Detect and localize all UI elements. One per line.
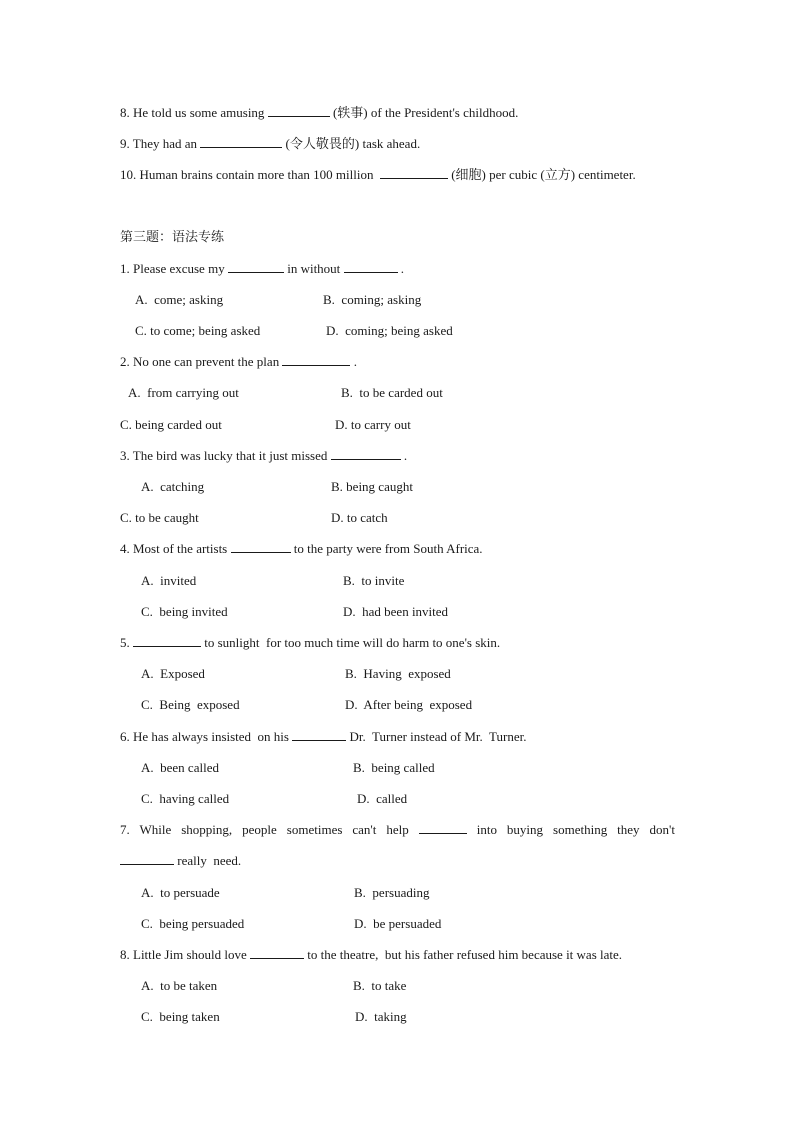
option-b[interactable]: B. to be carded out: [341, 385, 443, 400]
option-a[interactable]: A. come; asking: [135, 292, 224, 307]
vocab-item-10: [120, 167, 636, 183]
question-7: 7. While shopping, people sometimes can't help into buying something they don't: [120, 822, 675, 837]
question-6: 6. He has always insisted on his Dr. Turner instead of Mr. Turner.: [120, 729, 527, 744]
chinese-hint: (令人敬畏的): [285, 136, 360, 151]
option-d[interactable]: D. be persuaded: [354, 916, 442, 931]
item-number: 8.: [120, 105, 130, 120]
option-a[interactable]: A. to persuade: [141, 885, 220, 900]
answer-blank[interactable]: [292, 729, 346, 741]
question-7-continued: really need.: [120, 853, 241, 869]
question-5: 5. to sunlight for too much time will do harm to one's skin.: [120, 635, 501, 650]
question-3: 3. The bird was lucky that it just missed .: [120, 448, 408, 463]
option-a[interactable]: A. from carrying out: [128, 385, 239, 400]
answer-blank[interactable]: [419, 822, 467, 834]
option-d[interactable]: D. After being exposed: [345, 697, 473, 712]
option-c[interactable]: C. being carded out: [120, 417, 222, 432]
question-2: 2. No one can prevent the plan .: [120, 354, 357, 369]
option-c[interactable]: C. being persuaded: [141, 916, 245, 931]
answer-blank[interactable]: [380, 167, 448, 179]
option-d[interactable]: D. to carry out: [335, 417, 411, 432]
option-d[interactable]: D. taking: [355, 1009, 407, 1024]
option-b[interactable]: B. being caught: [331, 479, 413, 494]
item-text: per cubic (立方) centimeter.: [489, 167, 636, 182]
section-heading: 第三题：语法专练: [120, 230, 225, 245]
answer-blank[interactable]: [200, 136, 282, 148]
answer-blank[interactable]: [282, 354, 350, 366]
option-a[interactable]: A. to be taken: [141, 978, 218, 993]
option-b[interactable]: B. to invite: [343, 573, 405, 588]
option-c[interactable]: C. being invited: [141, 604, 228, 619]
item-text: of the President's childhood.: [370, 105, 519, 120]
question-4: 4. Most of the artists to the party were from South Africa.: [120, 541, 483, 556]
item-number: 10.: [120, 167, 137, 182]
option-a[interactable]: A. invited: [141, 573, 197, 588]
option-b[interactable]: B. being called: [353, 760, 435, 775]
vocab-item-8: [120, 105, 518, 121]
option-c[interactable]: C. to come; being asked: [135, 323, 261, 338]
option-d[interactable]: D. called: [357, 791, 408, 806]
option-a[interactable]: A. been called: [141, 760, 219, 775]
answer-blank[interactable]: [250, 947, 304, 959]
option-c[interactable]: C. Being exposed: [141, 697, 240, 712]
answer-blank[interactable]: [231, 541, 291, 553]
option-d[interactable]: D. coming; being asked: [326, 323, 453, 338]
option-d[interactable]: D. had been invited: [343, 604, 449, 619]
answer-blank[interactable]: [331, 448, 401, 460]
option-c[interactable]: C. being taken: [141, 1009, 220, 1024]
answer-blank[interactable]: [120, 853, 174, 865]
option-c[interactable]: C. to be caught: [120, 510, 199, 525]
item-text: task ahead.: [362, 136, 421, 151]
chinese-hint: (细胞): [451, 167, 486, 182]
question-1: 1. Please excuse my in without .: [120, 261, 405, 276]
answer-blank[interactable]: [344, 261, 398, 273]
chinese-hint: (轶事): [332, 105, 368, 120]
option-a[interactable]: A. catching: [141, 479, 205, 494]
vocab-item-9: [120, 136, 420, 152]
option-b[interactable]: B. coming; asking: [323, 292, 422, 307]
option-b[interactable]: B. Having exposed: [345, 666, 451, 681]
item-text: Human brains contain more than 100 million: [139, 167, 374, 182]
item-text: They had an: [132, 136, 198, 151]
answer-blank[interactable]: [133, 635, 201, 647]
option-c[interactable]: C. having called: [141, 791, 230, 806]
answer-blank[interactable]: [268, 105, 330, 117]
option-b[interactable]: B. persuading: [354, 885, 430, 900]
option-d[interactable]: D. to catch: [331, 510, 388, 525]
option-b[interactable]: B. to take: [353, 978, 407, 993]
answer-blank[interactable]: [228, 261, 284, 273]
question-8: 8. Little Jim should love to the theatre, but his father refused him because it was late.: [120, 947, 623, 962]
item-text: He told us some amusing: [133, 105, 265, 120]
item-number: 9.: [120, 136, 130, 151]
option-a[interactable]: A. Exposed: [141, 666, 205, 681]
